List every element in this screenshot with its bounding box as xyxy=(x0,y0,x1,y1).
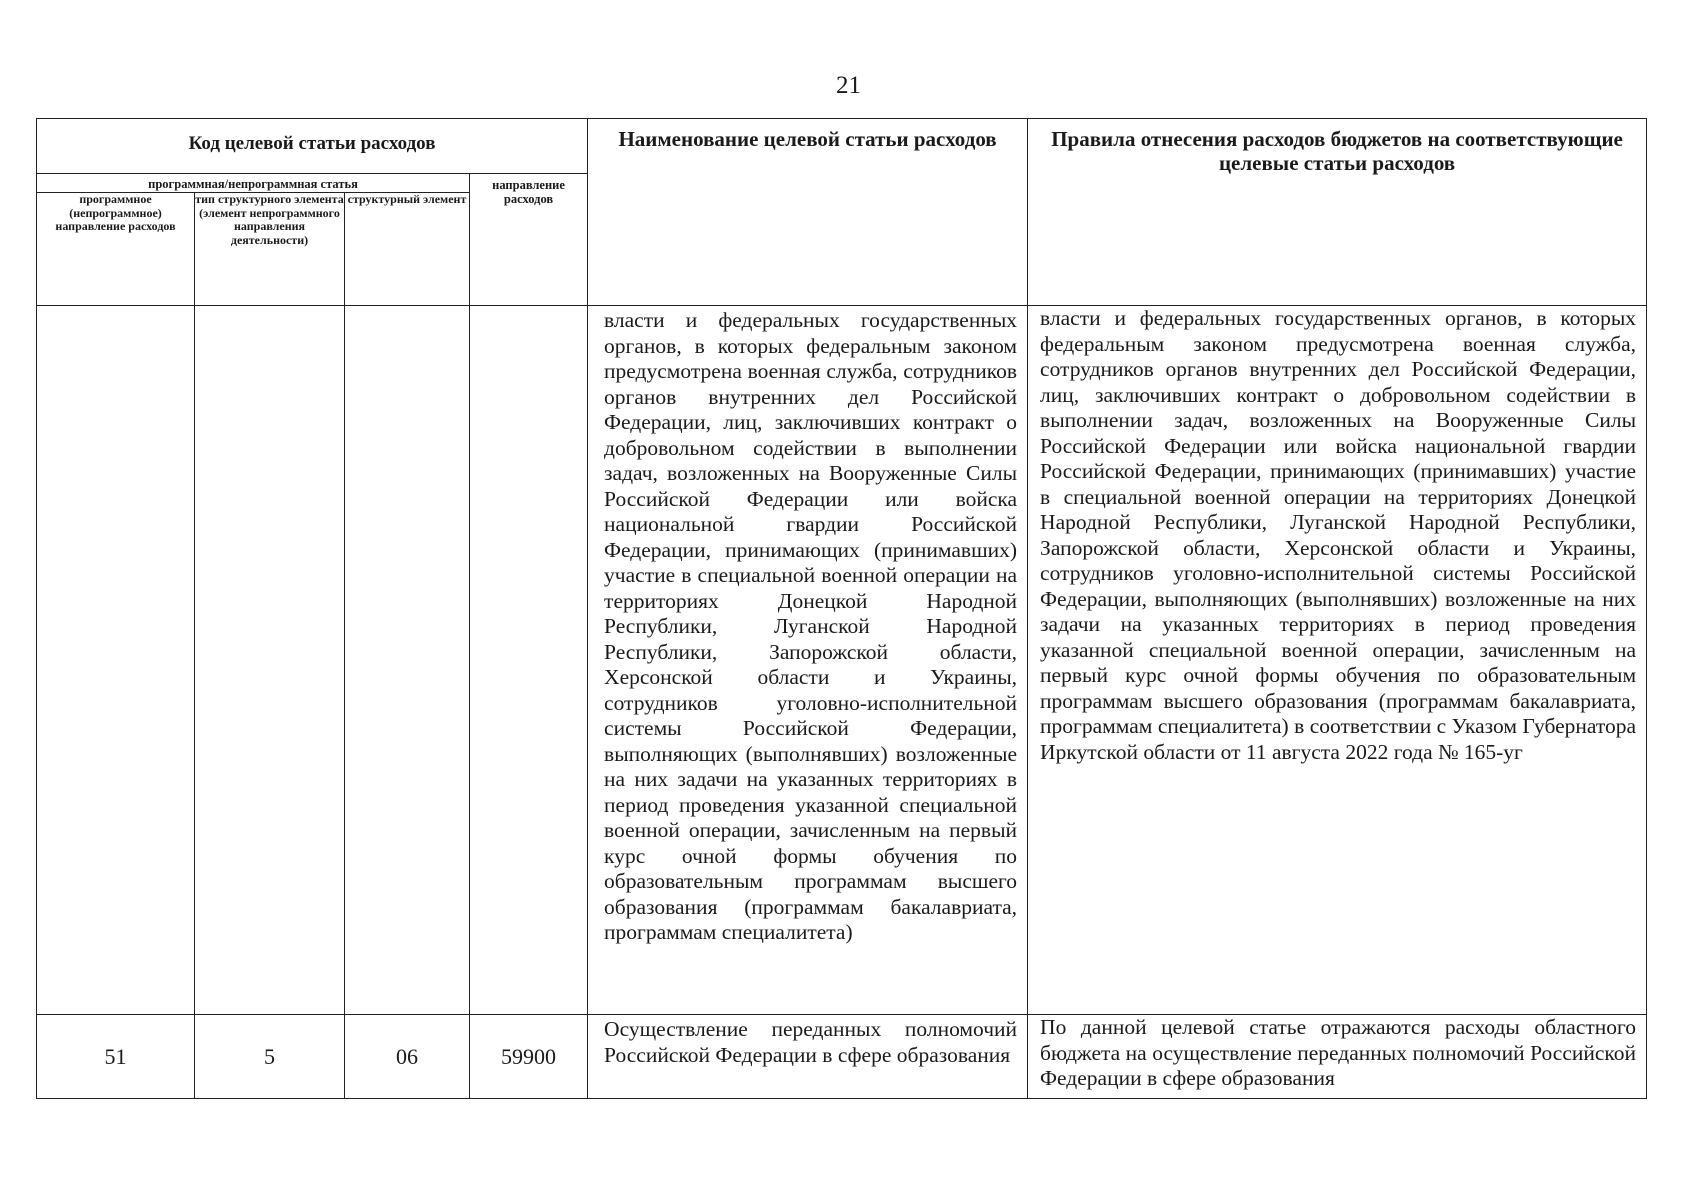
cell-rule: власти и федеральных государственных органов, в которых федеральным законом предусмотрена военная служба, сотрудников органов внутренних дел Российской Федерации, лиц, заключивших контракт о добровольном содействии в выполнении задач, возложенных на Вооруженные Силы Российской Федерации или войска национальной гвардии Российской Федерации, принимающих (принимавших) участие в специальной военной операции на территориях Донецкой Народной Республики, Луганской Народной Республики, Запорожской области, Херсонской области и Украины, сотрудников уголовно-исполнительной системы Российской Федерации, выполняющих (выполнявших) возложенные на них задачи на указанных территориях в период проведения указанной специальной военной операции, зачисленным на первый курс очной формы обучения по образовательным программам высшего образования (программам бакалавриата, программам специалитета) в соответствии с Указом Губернатора Иркутской области от 11 августа 2022 года № 165-уг xyxy=(1028,306,1647,1015)
header-program-group: программная/непрограммная статья xyxy=(37,174,470,193)
budget-classification-table xyxy=(36,118,1647,1099)
cell-type: 5 xyxy=(195,1015,345,1099)
cell-name: Осуществление переданных полномочий Российской Федерации в сфере образования xyxy=(588,1015,1028,1099)
header-row-1 xyxy=(37,119,1647,174)
cell-direction xyxy=(470,306,588,1015)
header-name: Наименование целевой статьи расходов xyxy=(588,119,1028,306)
cell-element xyxy=(345,306,470,1015)
table-row xyxy=(37,1015,1647,1099)
cell-direction: 59900 xyxy=(470,1015,588,1099)
header-rules: Правила отнесения расходов бюджетов на соответствующие целевые статьи расходов xyxy=(1028,119,1647,306)
cell-type xyxy=(195,306,345,1015)
cell-program xyxy=(37,306,195,1015)
header-structural-element: структурный элемент xyxy=(345,193,470,306)
header-code-group: Код целевой статьи расходов xyxy=(37,119,588,174)
cell-program: 51 xyxy=(37,1015,195,1099)
header-program-direction: программное (непрограммное) направление расходов xyxy=(37,193,195,306)
page-number: 21 xyxy=(836,72,861,99)
cell-rule: По данной целевой статье отражаются расходы областного бюджета на осуществление переданных полномочий Российской Федерации в сфере образования xyxy=(1028,1015,1647,1099)
cell-name: власти и федеральных государственных органов, в которых федеральным законом предусмотрена военная служба, сотрудников органов внутренних дел Российской Федерации, лиц, заключивших контракт о добровольном содействии в выполнении задач, возложенных на Вооруженные Силы Российской Федерации или войска национальной гвардии Российской Федерации, принимающих (принимавших) участие в специальной военной операции на территориях Донецкой Народной Республики, Луганской Народной Республики, Запорожской области, Херсонской области и Украины, сотрудников уголовно-исполнительной системы Российской Федерации, выполняющих (выполнявших) возложенные на них задачи на указанных территориях в период проведения указанной специальной военной операции, зачисленным на первый курс очной формы обучения по образовательным программам высшего образования (программам бакалавриата, программам специалитета) xyxy=(588,306,1028,1015)
table-row xyxy=(37,306,1647,1015)
header-structural-type: тип структурного элемента (элемент непрограммного направления деятельности) xyxy=(195,193,345,306)
header-direction: направление расходов xyxy=(470,174,588,306)
cell-element: 06 xyxy=(345,1015,470,1099)
